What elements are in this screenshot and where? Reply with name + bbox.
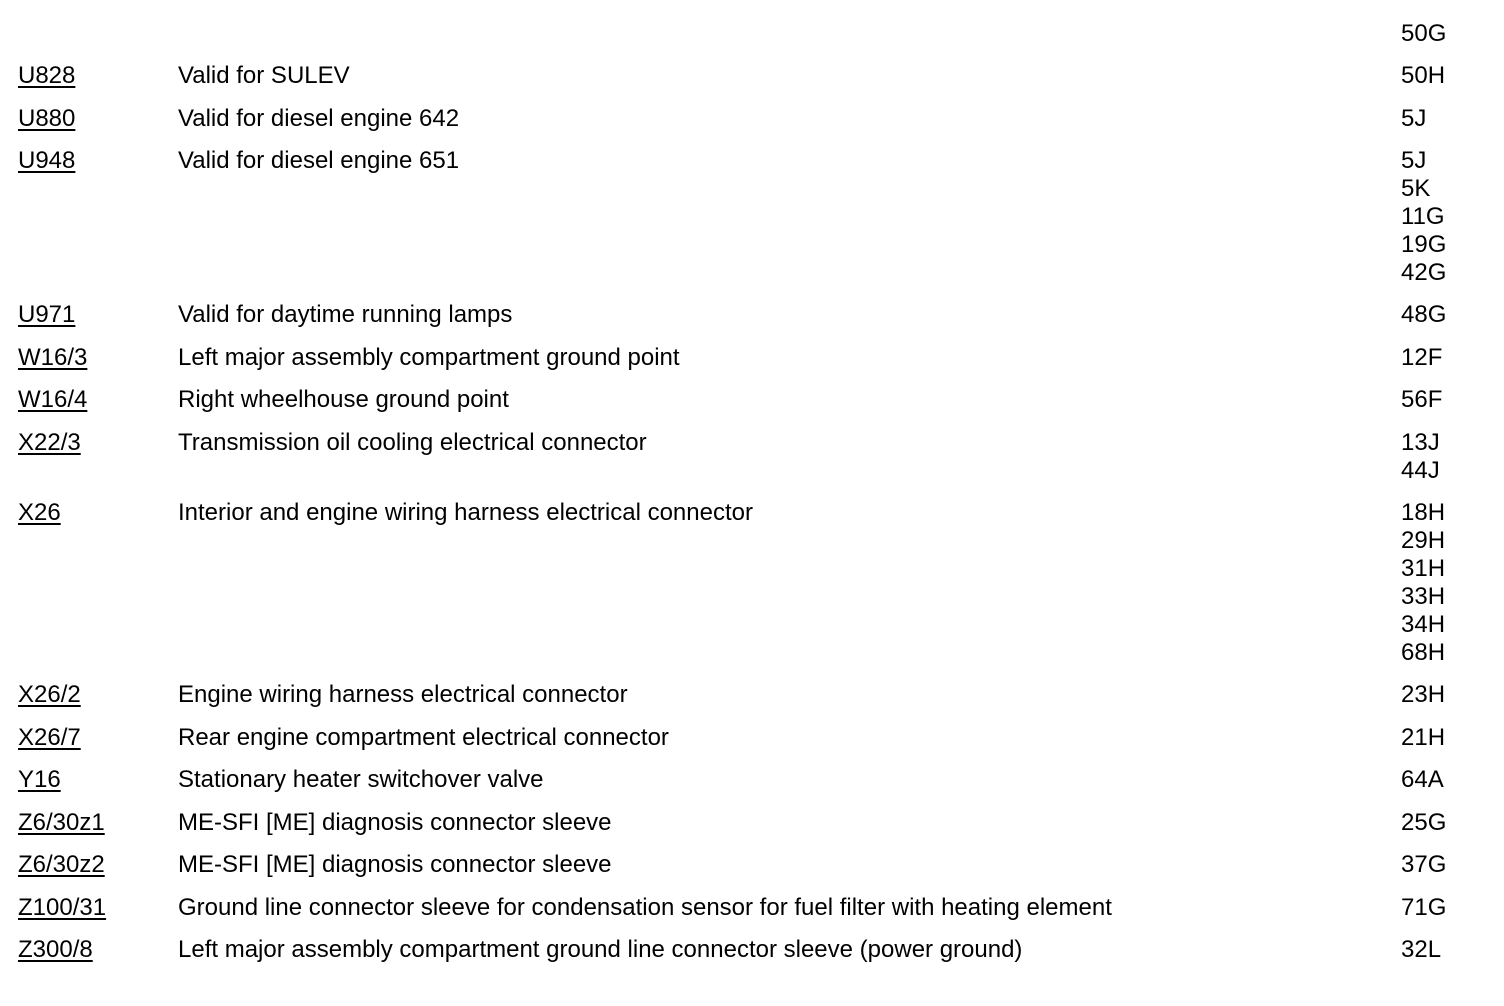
component-description: Valid for diesel engine 642 xyxy=(178,105,460,132)
grid-references xyxy=(1401,344,1442,372)
grid-reference: 12F xyxy=(1401,344,1443,371)
component-code-link[interactable]: X26 xyxy=(18,499,61,526)
grid-references xyxy=(1401,936,1441,964)
component-description: Right wheelhouse ground point xyxy=(178,386,509,413)
grid-reference: 5K xyxy=(1401,175,1431,202)
grid-references xyxy=(1401,766,1444,794)
grid-references xyxy=(1401,62,1445,90)
component-description: Interior and engine wiring harness electrical connector xyxy=(178,499,753,526)
component-code-link[interactable]: X22/3 xyxy=(18,429,81,456)
grid-reference: 32L xyxy=(1401,936,1442,963)
grid-reference: 33H xyxy=(1401,583,1446,610)
grid-reference: 29H xyxy=(1401,527,1446,554)
grid-reference: 68H xyxy=(1401,639,1446,666)
component-code-link[interactable]: X26/7 xyxy=(18,724,81,751)
component-description: Ground line connector sleeve for condensation sensor for fuel filter with heating element xyxy=(178,894,1112,921)
grid-reference: 50H xyxy=(1401,62,1446,89)
grid-references xyxy=(1401,301,1446,329)
grid-reference: 50G xyxy=(1401,20,1447,47)
component-description: ME-SFI [ME] diagnosis connector sleeve xyxy=(178,851,612,878)
grid-references xyxy=(1401,499,1445,667)
component-code-link[interactable]: W16/3 xyxy=(18,344,88,371)
grid-reference: 34H xyxy=(1401,611,1446,638)
grid-references xyxy=(1401,851,1446,879)
grid-reference: 23H xyxy=(1401,681,1446,708)
grid-references xyxy=(1401,105,1426,133)
grid-references xyxy=(1401,386,1442,414)
component-description: Transmission oil cooling electrical connector xyxy=(178,429,647,456)
component-code-link[interactable]: Z100/31 xyxy=(18,894,107,921)
grid-reference: 13J xyxy=(1401,429,1440,456)
grid-reference: 37G xyxy=(1401,851,1447,878)
grid-reference: 42G xyxy=(1401,259,1447,286)
component-description: Valid for daytime running lamps xyxy=(178,301,513,328)
component-code-link[interactable]: U880 xyxy=(18,105,76,132)
grid-reference: 18H xyxy=(1401,499,1446,526)
component-code-link[interactable]: Z300/8 xyxy=(18,936,93,963)
component-code-link[interactable]: Z6/30z1 xyxy=(18,809,105,836)
grid-reference: 31H xyxy=(1401,555,1446,582)
grid-reference: 44J xyxy=(1401,457,1440,484)
component-code-link[interactable]: U828 xyxy=(18,62,76,89)
grid-references xyxy=(1401,147,1446,287)
grid-reference: 48G xyxy=(1401,301,1447,328)
grid-reference: 21H xyxy=(1401,724,1446,751)
grid-reference: 5J xyxy=(1401,147,1427,174)
component-code-link[interactable]: X26/2 xyxy=(18,681,81,708)
component-code-link[interactable]: U948 xyxy=(18,147,76,174)
grid-reference: 56F xyxy=(1401,386,1443,413)
component-description: Left major assembly compartment ground line connector sleeve (power ground) xyxy=(178,936,1023,963)
component-description: Engine wiring harness electrical connector xyxy=(178,681,628,708)
grid-reference: 11G xyxy=(1401,203,1445,230)
component-description: Valid for SULEV xyxy=(178,62,350,89)
component-code-link[interactable]: Z6/30z2 xyxy=(18,851,105,878)
grid-references xyxy=(1401,724,1445,752)
grid-reference: 19G xyxy=(1401,231,1447,258)
grid-references xyxy=(1401,681,1445,709)
component-description: ME-SFI [ME] diagnosis connector sleeve xyxy=(178,809,612,836)
grid-references xyxy=(1401,20,1446,48)
component-description: Stationary heater switchover valve xyxy=(178,766,544,793)
component-description: Rear engine compartment electrical connector xyxy=(178,724,669,751)
component-code-link[interactable]: Y16 xyxy=(18,766,61,793)
grid-reference: 5J xyxy=(1401,105,1427,132)
component-description: Left major assembly compartment ground point xyxy=(178,344,680,371)
grid-reference: 64A xyxy=(1401,766,1444,793)
component-code-link[interactable]: W16/4 xyxy=(18,386,88,413)
grid-references xyxy=(1401,429,1440,485)
grid-references xyxy=(1401,809,1446,837)
grid-references xyxy=(1401,894,1446,922)
component-description: Valid for diesel engine 651 xyxy=(178,147,460,174)
grid-reference: 25G xyxy=(1401,809,1447,836)
grid-reference: 71G xyxy=(1401,894,1447,921)
component-code-link[interactable]: U971 xyxy=(18,301,76,328)
